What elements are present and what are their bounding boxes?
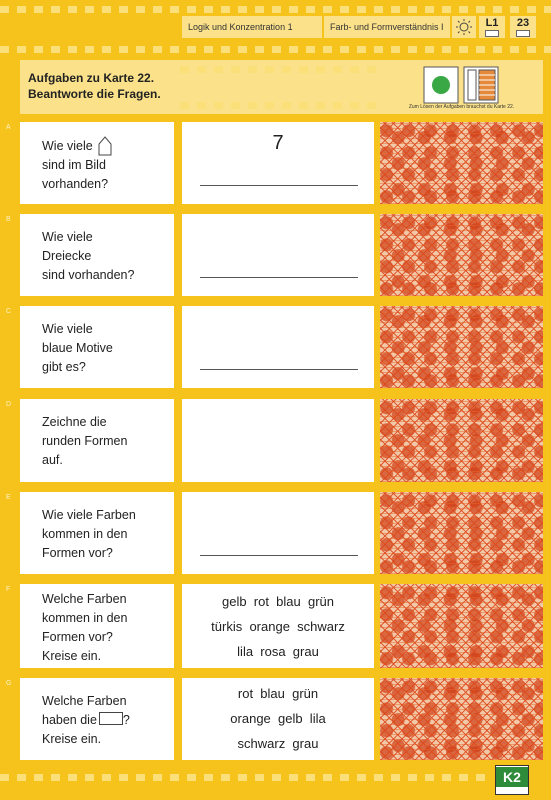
question-c-line-1: Wie viele bbox=[42, 322, 93, 336]
question-f bbox=[20, 584, 174, 668]
question-d-line-2: runden Formen bbox=[42, 434, 128, 448]
question-g bbox=[20, 678, 174, 760]
answer-box-a[interactable] bbox=[182, 122, 374, 204]
row-letter-d: D bbox=[6, 401, 12, 408]
row-letter-c: C bbox=[6, 308, 12, 315]
question-b-line-2: Dreiecke bbox=[42, 249, 92, 263]
rectangle-shape-icon bbox=[99, 712, 123, 725]
row-letter-f: F bbox=[6, 586, 11, 593]
k2-logo bbox=[495, 765, 529, 795]
question-f-line-1: Welche Farben bbox=[42, 592, 127, 606]
card-22-icon bbox=[422, 65, 502, 105]
question-a bbox=[20, 122, 174, 204]
answer-line-e bbox=[200, 555, 358, 556]
color-words-f-line-1[interactable]: gelb rot blau grün bbox=[221, 594, 335, 609]
question-e-line-3: Formen vor? bbox=[42, 546, 113, 560]
question-a-line-3: vorhanden? bbox=[42, 177, 109, 191]
row-letter-g: G bbox=[6, 680, 12, 687]
question-g-line-3: Kreise ein. bbox=[42, 732, 102, 746]
k2-logo-text: K2 bbox=[496, 767, 528, 787]
pattern-image-b bbox=[380, 214, 543, 296]
color-words-f-line-3[interactable]: lila rosa grau bbox=[237, 644, 319, 659]
color-choices-g[interactable] bbox=[182, 678, 374, 760]
color-words-g-line-3[interactable]: schwarz grau bbox=[237, 736, 319, 751]
question-b bbox=[20, 214, 174, 296]
question-b-line-3: sind vorhanden? bbox=[42, 268, 135, 282]
task-line-2: Beantworte die Fragen. bbox=[28, 87, 161, 101]
answer-a-value: 7 bbox=[272, 132, 284, 154]
question-d-line-1: Zeichne die bbox=[42, 415, 107, 429]
card-mini-icon bbox=[485, 30, 499, 37]
house-shape-icon bbox=[98, 136, 112, 156]
row-letter-a: A bbox=[6, 124, 11, 131]
pattern-image-d bbox=[380, 399, 543, 482]
card-reference bbox=[380, 60, 543, 114]
question-d-line-3: auf. bbox=[42, 453, 63, 467]
question-c bbox=[20, 306, 174, 388]
pattern-image-c bbox=[380, 306, 543, 388]
row-letter-e: E bbox=[6, 494, 11, 501]
card-caption: Zum Lösen der Aufgaben brauchst du Karte 22. bbox=[408, 104, 515, 110]
number-badge bbox=[510, 16, 536, 38]
question-d bbox=[20, 399, 174, 482]
film-strip-top bbox=[0, 2, 551, 16]
question-c-line-2: blaue Motive bbox=[42, 341, 113, 355]
question-b-line-1: Wie viele bbox=[42, 230, 93, 244]
task-line-1: Aufgaben zu Karte 22. bbox=[28, 71, 155, 85]
task-instructions bbox=[20, 60, 180, 114]
color-choices-f[interactable] bbox=[182, 584, 374, 668]
answer-line-b bbox=[200, 277, 358, 278]
level-badge bbox=[479, 16, 505, 38]
film-band-dashes-top bbox=[180, 62, 380, 76]
question-f-line-2: kommen in den bbox=[42, 611, 128, 625]
question-g-line-2: haben die bbox=[42, 713, 97, 727]
pattern-image-g bbox=[380, 678, 543, 760]
pattern-image-f bbox=[380, 584, 543, 668]
question-g-suffix: ? bbox=[122, 713, 130, 727]
question-a-line-2: sind im Bild bbox=[42, 158, 106, 172]
answer-box-b[interactable] bbox=[182, 214, 374, 296]
drawing-box-d[interactable] bbox=[182, 399, 374, 482]
pattern-image-a bbox=[380, 122, 543, 204]
question-e bbox=[20, 492, 174, 574]
question-c-line-3: gibt es? bbox=[42, 360, 86, 374]
answer-line-a bbox=[200, 185, 358, 186]
header-tab-2: Farb- und Formverständnis I bbox=[324, 16, 450, 38]
question-f-line-3: Formen vor? bbox=[42, 630, 113, 644]
question-f-line-4: Kreise ein. bbox=[42, 649, 102, 663]
sun-icon bbox=[452, 16, 476, 38]
question-g-line-1: Welche Farben bbox=[42, 694, 127, 708]
number-label: 23 bbox=[516, 17, 530, 29]
level-label: L1 bbox=[485, 17, 499, 29]
color-words-g-line-1[interactable]: rot blau grün bbox=[237, 686, 319, 701]
film-strip-upper bbox=[0, 42, 551, 56]
color-words-g-line-2[interactable]: orange gelb lila bbox=[230, 711, 326, 726]
answer-box-e[interactable] bbox=[182, 492, 374, 574]
pattern-image-e bbox=[380, 492, 543, 574]
question-e-line-1: Wie viele Farben bbox=[42, 508, 136, 522]
header-tab-1: Logik und Konzentration 1 bbox=[182, 16, 322, 38]
film-band-dashes-bottom bbox=[180, 98, 380, 112]
film-band bbox=[180, 60, 380, 114]
color-words-f-line-2[interactable]: türkis orange schwarz bbox=[211, 619, 345, 634]
answer-box-c[interactable] bbox=[182, 306, 374, 388]
question-a-line-1: Wie viele bbox=[42, 139, 93, 153]
question-e-line-2: kommen in den bbox=[42, 527, 128, 541]
film-strip-bottom bbox=[0, 770, 491, 784]
row-letter-b: B bbox=[6, 216, 11, 223]
answer-line-c bbox=[200, 369, 358, 370]
card-mini-icon-2 bbox=[516, 30, 530, 37]
